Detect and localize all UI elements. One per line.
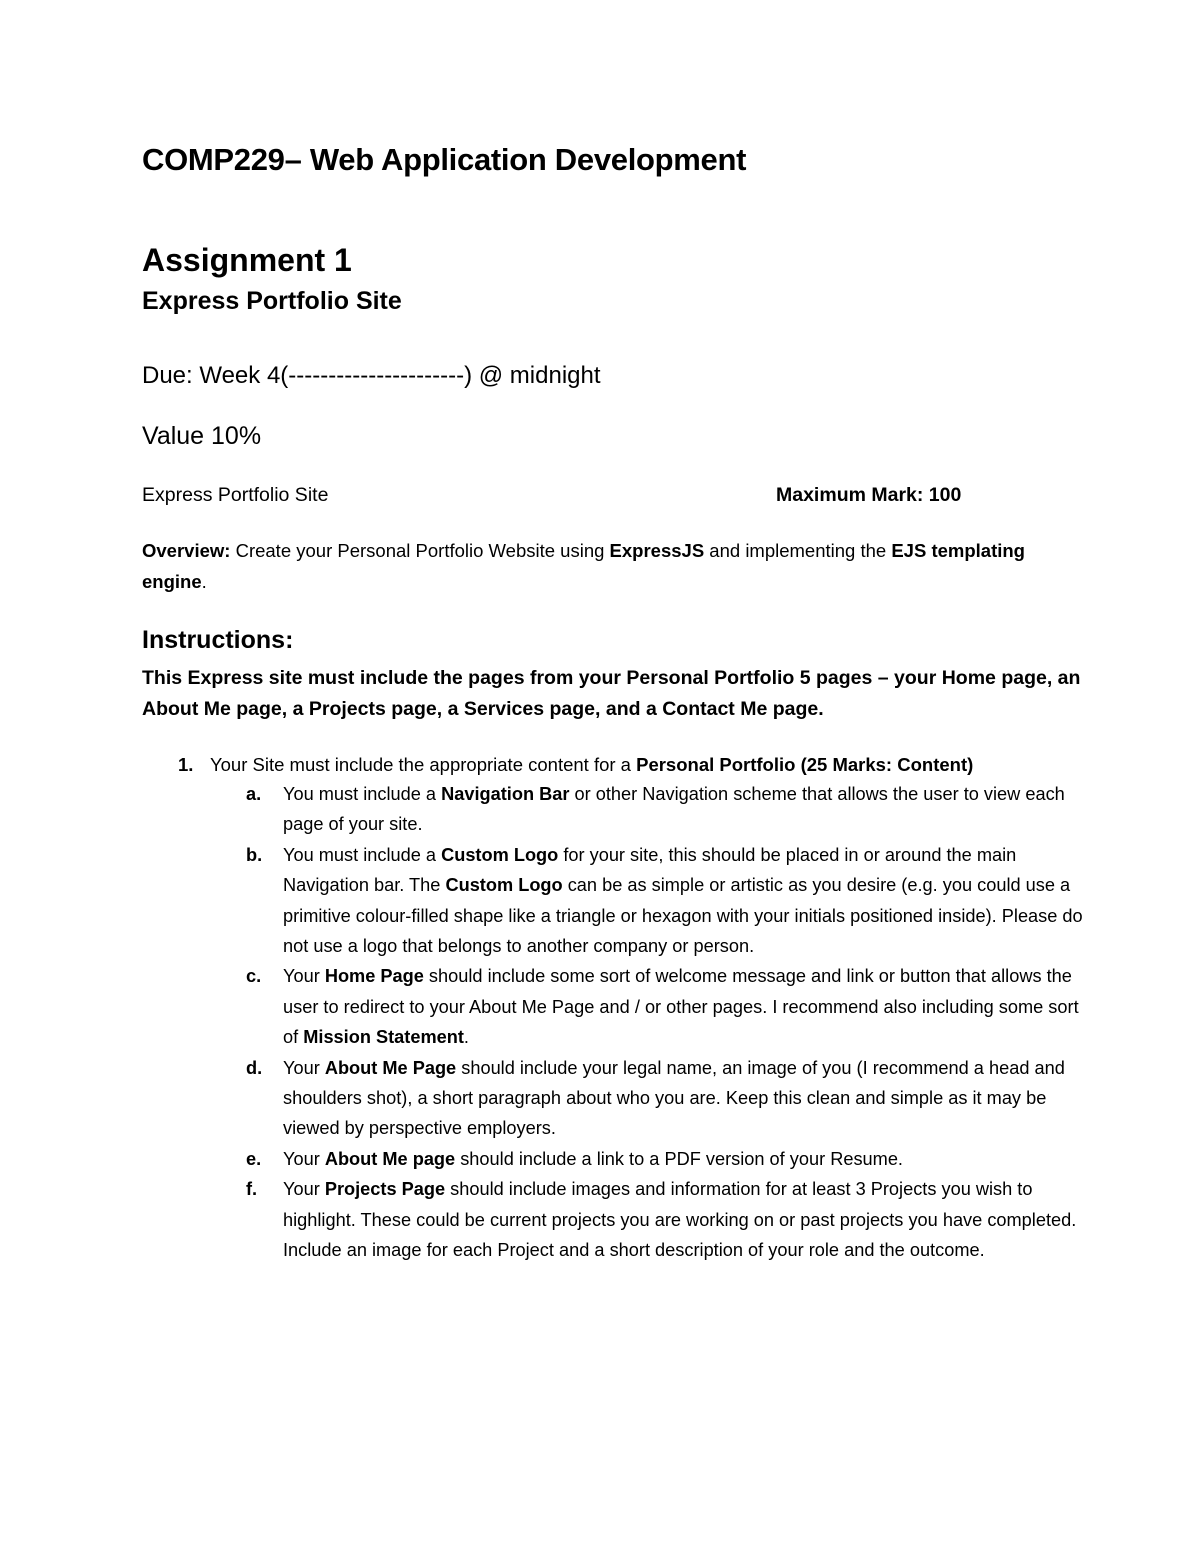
- due-date: Due: Week 4(----------------------) @ midnight: [142, 362, 601, 389]
- sub-text: should include images and information for at least 3 Projects you wish to highlight. These could be current projects you are working on or past projects you have completed. Include an image for each Project and a short description of your role and the outcome.: [283, 1179, 1077, 1261]
- overview-text: Create your Personal Portfolio Website using: [230, 540, 610, 561]
- list-item-1: [178, 750, 973, 780]
- sub-item-b: [246, 840, 1096, 962]
- sub-text: Your: [283, 1179, 325, 1200]
- sub-letter: d.: [246, 1057, 263, 1078]
- intro-text: , a: [436, 698, 464, 720]
- sub-bold: Mission Statement: [303, 1027, 464, 1048]
- intro-bold: Services page: [463, 698, 596, 720]
- sub-list: [246, 779, 1096, 1266]
- sub-text: Your: [283, 966, 325, 987]
- sub-text: should include a link to a PDF version of your Resume.: [455, 1148, 903, 1169]
- sub-letter: f.: [246, 1179, 258, 1200]
- site-name: Express Portfolio Site: [142, 484, 329, 506]
- assignment-subtitle: Express Portfolio Site: [142, 287, 402, 315]
- sub-text: You must include a: [283, 844, 442, 865]
- instructions-intro: [142, 663, 1082, 725]
- intro-text: page, a: [230, 698, 309, 720]
- sub-bold: About Me page: [324, 1148, 456, 1169]
- intro-text: , an: [1046, 667, 1081, 689]
- list-item-text: Your Site must include the appropriate content for a: [210, 754, 637, 775]
- overview-bold: EJS templating engine: [142, 540, 1025, 592]
- sub-text: Your: [283, 1148, 325, 1169]
- sub-bold: Custom Logo: [445, 875, 563, 896]
- sub-bold: Custom Logo: [441, 844, 559, 865]
- sub-text: can be as simple or artistic as you desire (e.g. you could use a primitive colour-filled shape like a triangle or hexagon with your initials positioned inside). Please do not use a logo that belongs to another company or person.: [283, 875, 1083, 957]
- sub-item-e: [246, 1144, 1096, 1174]
- intro-bold: Home page: [941, 667, 1047, 689]
- intro-text: This Express site must include the pages from your Personal Portfolio 5 pages – your: [142, 667, 942, 689]
- overview-text: and implementing the: [704, 540, 892, 561]
- sub-letter: b.: [246, 844, 263, 865]
- list-number: 1.: [178, 754, 194, 775]
- overview-bold: ExpressJS: [609, 540, 705, 561]
- intro-text: page.: [767, 698, 824, 720]
- intro-bold: Contact Me: [662, 698, 768, 720]
- sub-text: You must include a: [283, 784, 442, 804]
- sub-text: .: [463, 1027, 469, 1048]
- sub-bold: Home Page: [324, 966, 424, 987]
- site-and-marks-line: [142, 484, 982, 507]
- sub-text: or other Navigation scheme that allows the user to view each page of your site.: [283, 784, 1065, 835]
- sub-bold: Navigation Bar: [441, 784, 570, 804]
- overview-text: .: [201, 571, 207, 592]
- sub-item-a: [246, 779, 1096, 840]
- intro-bold: Projects page: [308, 698, 437, 720]
- course-title: COMP229– Web Application Development: [142, 142, 747, 177]
- sub-letter: a.: [246, 784, 262, 804]
- sub-item-d: [246, 1053, 1096, 1144]
- sub-bold: About Me Page: [324, 1057, 457, 1078]
- sub-text: for your site, this should be placed in or around the main Navigation bar. The: [283, 844, 1017, 896]
- assignment-title: Assignment 1: [142, 242, 352, 278]
- assignment-value: Value 10%: [142, 422, 262, 450]
- intro-bold: About Me: [142, 698, 231, 720]
- sub-bold: Projects Page: [324, 1179, 446, 1200]
- sub-letter: e.: [246, 1148, 262, 1169]
- intro-text: , and a: [595, 698, 663, 720]
- sub-text: should include some sort of welcome message and link or button that allows the user to redirect to your About Me Page and / or other pages. I recommend also including some sort of: [283, 966, 1079, 1048]
- sub-item-f: [246, 1174, 1096, 1265]
- overview-label: Overview:: [142, 540, 231, 561]
- list-item-bold: Personal Portfolio (25 Marks: Content): [636, 754, 974, 775]
- instructions-heading: Instructions:: [142, 626, 294, 654]
- sub-text: should include your legal name, an image of you (I recommend a head and shoulders shot), a short paragraph about who you are. Keep this clean and simple as it may be viewed by perspective employers.: [283, 1057, 1065, 1139]
- maximum-mark: Maximum Mark: 100: [776, 484, 962, 506]
- sub-letter: c.: [246, 966, 262, 987]
- overview-paragraph: [142, 535, 1072, 597]
- sub-item-c: [246, 961, 1096, 1052]
- sub-text: Your: [283, 1057, 325, 1078]
